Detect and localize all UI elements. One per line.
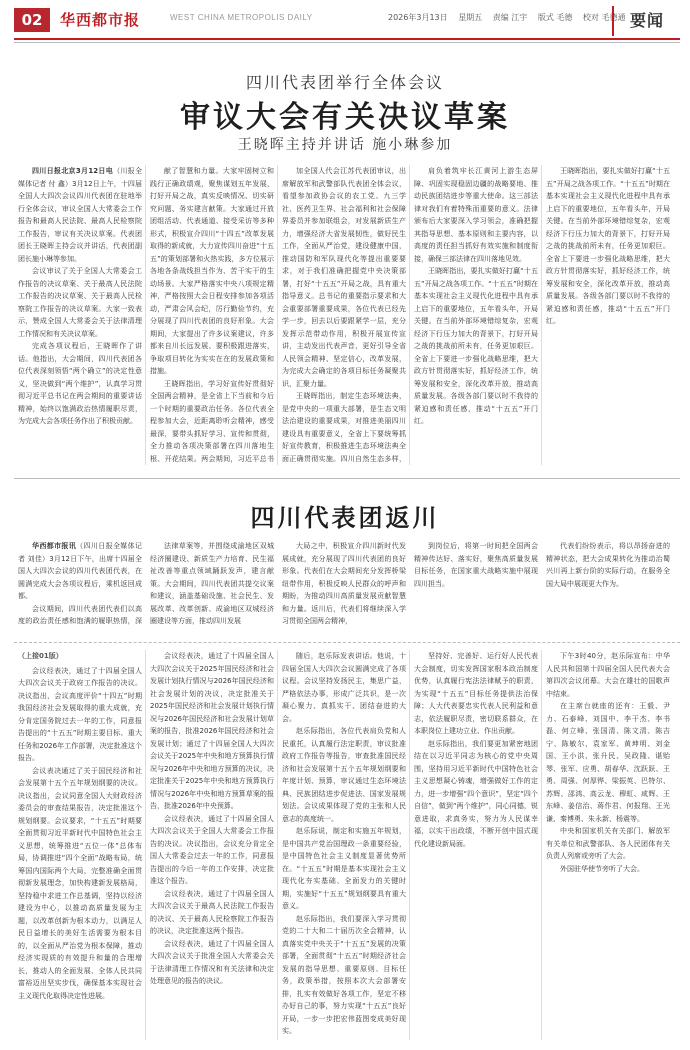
story2-col4-para1: 到岗位后，将第一时间把全国两会精神传达好、落实好，聚焦高质量发展目标任务，在国家重大战略实施中展现四川担当。 (414, 542, 538, 588)
story1-column-4 (414, 165, 538, 465)
newspaper-name-english: WEST CHINA METROPOLIS DAILY (170, 13, 313, 22)
column-divider (145, 165, 146, 465)
continuation-col3-para2: 赵乐际指出，各位代表肩负党和人民重托，认真履行法定职责，审议批准政府工作报告等报告，审查批准国民经济和社会发展第十五个五年规划纲要和年度计划、预算，审议通过生态环境法典、民族团结进步促进法、国家发展规划法。会议成果体现了党的主张和人民意志的高度统一。 (282, 727, 406, 823)
story1-kicker: 四川代表团举行全体会议 (245, 73, 444, 92)
continuation-col5-para3: 中央和国家机关有关部门、解放军有关单位和武警部队、各人民团体有关负责人列席或旁听了大会。 (546, 827, 670, 860)
continuation-col2-para4: 会议经表决，通过了十四届全国人大四次会议关于批准全国人大常委会关于法律清理工作情况和有关法律和决定处理意见的报告的决议。 (150, 939, 274, 985)
story1-col4-para1: 肩负着筑牢长江黄河上游生态屏障、巩固实现稳固边疆的战略要地、推动民族团结进步等重大使命。这三部法律对我们有着特殊而重要的意义。法律颁布后大家要深入学习领会，准确把握其指导思想、基本原则和主要内容，以高度的责任担当抓好有效实施和制度衔接，确保三部法律在四川落地见效。 (414, 167, 538, 263)
column-divider (541, 650, 542, 1040)
continuation-col4-para2: 赵乐际指出，我们要更加紧密地团结在以习近平同志为核心的党中央周围，坚持用习近平新时代中国特色社会主义思想凝心铸魂，增强做好工作的定力，进一步增强“四个意识”，坚定“四个自信”，做到“两个维护”，同心同德，锐意进取，求真务实，努力为人民谋幸福，以实干出政绩，不断开创中国式现代化建设新局面。 (414, 739, 538, 848)
story2-col5-para1: 代表们纷纷表示，将以昂扬奋进的精神状态，把大会成果转化为推动治蜀兴川再上新台阶的实际行动，在服务全国大局中展现更大作为。 (546, 542, 670, 588)
column-divider (277, 165, 278, 465)
continuation-col5-para2: 在主席台就座的还有：王毅、尹力、石泰峰、刘国中、李干杰、李书磊、何立峰、张国清、陈文清、陈吉宁、陈敏尔、袁家军、黄坤明、刘金国、王小洪、张升民、吴政隆、谌贻琴、张军、应勇、胡春华、沈跃跃、王勇、周强、何厚铧、梁振英、巴特尔、苏辉、邵鸿、高云龙、穆虹、咸辉、王东峰、姜信治、蒋作君、何报翔、王光谦、秦博勇、朱永新、杨震等。 (546, 702, 670, 823)
continuation-col3-para3: 赵乐际说，制定和实施五年规划，是中国共产党治国理政一条重要经验，是中国特色社会主义制度显著优势所在。“十五五”时期是基本实现社会主义现代化夯实基础、全面发力的关键时期，实施好“十五五”规划纲要具有重大意义。 (282, 827, 406, 910)
continuation-col1-para1: 会议经表决，通过了十四届全国人大四次会议关于政府工作报告的决议。决议指出，会议高度评价“十四五”时期我国经济社会发展取得的重大成就，充分肯定国务院过去一年的工作，同意报告提出的“十五五”时期主要目标、重大任务和2026年工作部署，决定批准这个报告。 (18, 666, 142, 762)
story2-col3-para1: 大局之中，积极宣介四川新时代发展成就，充分展现了四川代表团的良好形象。代表们在大会期间充分发挥桥梁纽带作用，积极反映人民群众的呼声和期盼，为推动四川高质量发展贡献智慧和力量。返川后，代表们将继续深入学习贯彻全国两会精神， (282, 542, 406, 625)
column-divider (145, 650, 146, 1040)
story1-dateline: 四川日报北京3月12日电 (32, 167, 114, 175)
story1-column-5 (546, 165, 670, 465)
continuation-col2-para3: 会议经表决，通过了十四届全国人大四次会议关于最高人民法院工作报告的决议、关于最高人民检察院工作报告的决议，决定批准这两个报告。 (150, 889, 274, 935)
continuation-column-4 (414, 650, 538, 1040)
continuation-column-1 (18, 650, 142, 1040)
masthead-rule (14, 38, 680, 40)
story1-col2-para1: 献了智慧和力量。大家牢固树立和践行正确政绩观，聚焦谋划五年发展，打好开局之战，真实反映情况、切实研究问题、务实建言献策。大家通过开放团组活动、代表通道、接受采访等多种形式，积极宣介四川“十四五”改革发展取得的新成就，大力宣传四川奋进“十五五”的策划部署和火热实践，多方位展示各地各条战线担当作为、苦干实干的生动场景。大家严格落实中央八项规定精神，严格按照大会日程安排参加各项活动，严肃会风会纪，厉行勤俭节约，充分展现了四川代表团的良好形象。大会期间，大家提出了许多议案建议，许多都来自川长远发展、要积极跟进落实，争取项目转化为实实在在的发展政策和措施。 (150, 167, 274, 375)
continuation-tag: （上接01版） (18, 652, 63, 660)
continuation-col1-para2: 会议表决通过了关于国民经济和社会发展第十五个五年规划纲要的决议。决议指出，会议同意全国人大财政经济委员会的审查结果报告，决定批准这个规划纲要。会议要求，“十五五”时期要全面贯彻习近平新时代中国特色社会主义思想，统筹推进“五位一体”总体布局，协调推进“四个全面”战略布局，统筹国内国际两个大局，完整准确全面贯彻新发展理念，加快构建新发展格局，坚持稳中求进工作总基调，坚持以经济建设为中心，以推动高质量发展为主题，以改革创新为根本动力，以满足人民日益增长的美好生活需要为根本目的，以全面从严治党为根本保障，推动经济实现质的有效提升和量的合理增长，推动人的全面发展、全体人民共同富裕迈出坚实步伐，确保基本实现社会主义现代化取得决定性进展。 (18, 766, 142, 1000)
story1-headline: 审议大会有关决议草案 (180, 100, 510, 135)
continuation-column-5 (546, 650, 670, 1040)
continuation-col5-para4: 外国驻华使节旁听了大会。 (560, 864, 644, 873)
issue-date: 2026年3月13日 (388, 13, 448, 22)
issue-weekday: 星期五 (458, 13, 483, 22)
story1-column-2 (150, 165, 274, 465)
story-divider (14, 478, 680, 479)
story1-col5-para1: 王晓晖指出，要扎实做好打赢“十五五”开局之战各项工作。“十五五”时期在基本实现社会主义现代化进程中具有承上启下的重要地位，五年看头年，开局关键。在当前外部环境错综复杂，宏观经济下行压力加大的背景下，打好开局之战的挑战前所未有，任务更加艰巨。全省上下要进一步强化战略思维，把大政方针贯彻落实好，抓好经济工作，统筹发展和安全，深化改革开放，推动高质量发展。各级各部门要以时不我待的紧迫感和责任感，推动“十五五”开门红。 (546, 167, 670, 325)
continuation-col5-para1: 下午3时40分，赵乐际宣布：中华人民共和国第十四届全国人民代表大会第四次会议闭幕。大会在雄壮的国歌声中结束。 (546, 652, 670, 698)
continuation-column-2 (150, 650, 274, 1040)
continuation-col2-para1: 会议经表决，通过了十四届全国人大四次会议关于2025年国民经济和社会发展计划执行情况与2026年国民经济和社会发展计划的决议，决定批准关于2025年国民经济和社会发展计划执行情况与2026年国民经济和社会发展计划草案的报告，批准2026年国民经济和社会发展计划；通过了十四届全国人大四次会议关于2025年中央和地方预算执行情况与2026年中央和地方预算的决议，决定批准关于2025年中央和地方预算执行情况与2026年中央和地方预算草案的报告，批准2026年中央预算。 (150, 652, 274, 810)
continuation-col3-para1: 随后，赵乐际发表讲话。他说，十四届全国人大四次会议圆满完成了各项议程。会议坚持发扬民主，集思广益，严格依法办事，形成广泛共识，是一次凝心聚力、真抓实干、团结奋进的大会。 (282, 652, 406, 723)
newspaper-logo: 华西都市报 (60, 11, 141, 29)
page-number: 02 (14, 8, 50, 32)
story2-column-1 (18, 540, 142, 630)
continuation-col4-para1: 坚持好、完善好、运行好人民代表大会制度，切实发挥国家根本政治制度优势，认真履行宪法法律赋予的职责，为实现“十五五”目标任务提供法治保障；人大代表要忠实代表人民利益和意志，依法履职尽责，密切联系群众，在本职岗位上建功立业、作出贡献。 (414, 652, 538, 735)
story2-column-3 (282, 540, 406, 630)
issue-meta (388, 12, 633, 23)
editor-credit: 责编 江宇 (492, 13, 528, 22)
story1-col1-para2: 会议审议了关于全国人大常委会工作报告的决议草案、关于最高人民法院工作报告的决议草案、关于最高人民检察院工作报告的决议草案。大家一致表示，赞成全国人大常委会关于法律清理工作情况和有关决议草案。 (18, 267, 142, 338)
story2-headline: 四川代表团返川 (250, 503, 440, 532)
designer-credit: 版式 毛德 (537, 13, 573, 22)
continuation-col2-para2: 会议经表决，通过了十四届全国人大四次会议关于全国人大常委会工作报告的决议。决议指出，会议充分肯定全国人大常委会过去一年的工作，同意报告提出的今后一年的工作安排，决定批准这个报告。 (150, 814, 274, 885)
story2-col1-text: （四川日报全媒体记者 刘佳）3月12日下午，出席十四届全国人大四次会议的四川代表团代表，在圆满完成大会各项议程后，乘机返回成都。 (18, 542, 142, 600)
story2-dateline: 华西都市报讯 (32, 542, 77, 550)
story2-col2-para1: 法律草案等，并围绕成渝地区双城经济圈建设、新质生产力培育、民生福祉改善等重点领域踊跃发声，建言献策。大会期间，四川代表团共提交议案和建议，涵盖基础设施、社会民生、发展改革、改革创新、成渝地区双城经济圈建设等方面，推动四川发展 (150, 542, 274, 625)
continuation-col3-para4: 赵乐际指出，我们要深入学习贯彻党的二十大和二十届历次全会精神，认真落实党中央关于“十五五”发展的决策部署，全面贯彻“十五五”时期经济社会发展的指导思想、重要原则、目标任务，政策举措，按照本次大会部署安排，扎实有效做好各项工作，坚定不移办好自己的事，努力实现“十五五”良好开局，一步一步把宏伟蓝图变成美好现实。 (282, 914, 406, 1035)
story1-column-3 (282, 165, 406, 465)
section-label: 要闻 (612, 6, 680, 36)
story2-column-4 (414, 540, 538, 630)
column-divider (277, 650, 278, 1040)
story1-col3-para1: 加全国人代会江苏代表团审议，出席解放军和武警部队代表团全体会议，看望参加政协会议的农工党、九三学社、医药卫生界、社会福利和社会保障界委员并参加联组会，对发展新质生产力，增强经济大省发展韧性，做好民生工作，全面从严治党，建设健康中国，推动国防和军队现代化等提出重要要求，对于我们准确把握党中央决策部署，打好“十五五”开局之战，具有重大指导意义。总书记的重要指示要求和大会重要部署重要成果，各位代表已经先学一步，回去以后要跟紧学一层，充分发挥示范带动作用，积极开展宣传宣讲，主动发出代表声音，更好引导全省人民领会精神、坚定信心，改革发展，为完成大会确定的各项目标任务凝聚共识，汇聚力量。 (282, 167, 406, 388)
story2-column-5 (546, 540, 670, 630)
story2-column-2 (150, 540, 274, 630)
column-divider (409, 165, 410, 465)
continuation-col3-para5 (282, 1038, 406, 1041)
story1-col4-para2: 王晓晖指出，要扎实做好打赢“十五五”开局之战各项工作。“十五五”时期在基本实现社会主义现代化进程中具有承上启下的重要地位，五年看头年，开局关键。在当前外部环境错综复杂，宏观经济下行压力加大的背景下，打好开局之战的挑战前所未有，任务更加艰巨。全省上下要进一步强化战略思维，把大政方针贯彻落实好，抓好经济工作，统筹发展和安全，深化改革开放，推动高质量发展。各级各部门要以时不我待的紧迫感和责任感，推动“十五五”开门红。 (414, 267, 538, 425)
story1-column-1 (18, 165, 142, 465)
continuation-divider (14, 642, 680, 643)
story1-col1-text: （川报全媒体记者 付 鑫）3月12日上午，十四届全国人大四次会议四川代表团在驻地举行全体会议，审议全国人大常委会工作报告和最高人民法院、最高人民检察院工作报告，审议有关决议草案。代表团团长王晓晖主持会议并讲话，代表团副团长施小琳等参加。 (18, 167, 142, 263)
column-divider (541, 165, 542, 465)
story2-col1-para2: 会议期间，四川代表团代表们以高度的政治责任感和饱满的履职热情，深 (18, 604, 142, 625)
proofreader-credit: 校对 毛德通 (582, 13, 626, 22)
story1-subhead: 王晓晖主持并讲话 施小琳参加 (237, 137, 453, 153)
story1-col2-para2: 王晓晖指出，学习好宣传好贯彻好全国两会精神，是全省上下当前和今后一个时期的重要政治任务。各位代表全程参加大会，近距离聆听会精神，感受最深，要带头抓好学习、宣传和贯彻，全力推动各项决策部署在四川落地生根、开花结果。两会期间，习近平总书 (150, 379, 274, 463)
story1-col3-para2: 王晓晖指出，制定生态环境法典，是党中央的一项重大部署，是生态文明法治建设的重要成果，对推进美丽四川建设具有重要意义，全省上下要统筹抓好宣传教育，积极推进生态环境法典全面正确贯彻实施。四川自然生态多样， (282, 392, 406, 463)
masthead-rule-thin (14, 42, 680, 43)
continuation-column-3 (282, 650, 406, 1040)
story1-col1-para3: 完成各项议程后，王晓晖作了讲话。他指出，大会期间，四川代表团各位代表深刻领悟“两个确立”的决定性意义，坚决做到“两个维护”，认真学习贯彻习近平总书记在两会期间的重要讲话精神，始终以饱满政治热情履职尽责，为完成大会各项任务作出了积极贡献。 (18, 342, 142, 425)
column-divider (409, 650, 410, 1040)
